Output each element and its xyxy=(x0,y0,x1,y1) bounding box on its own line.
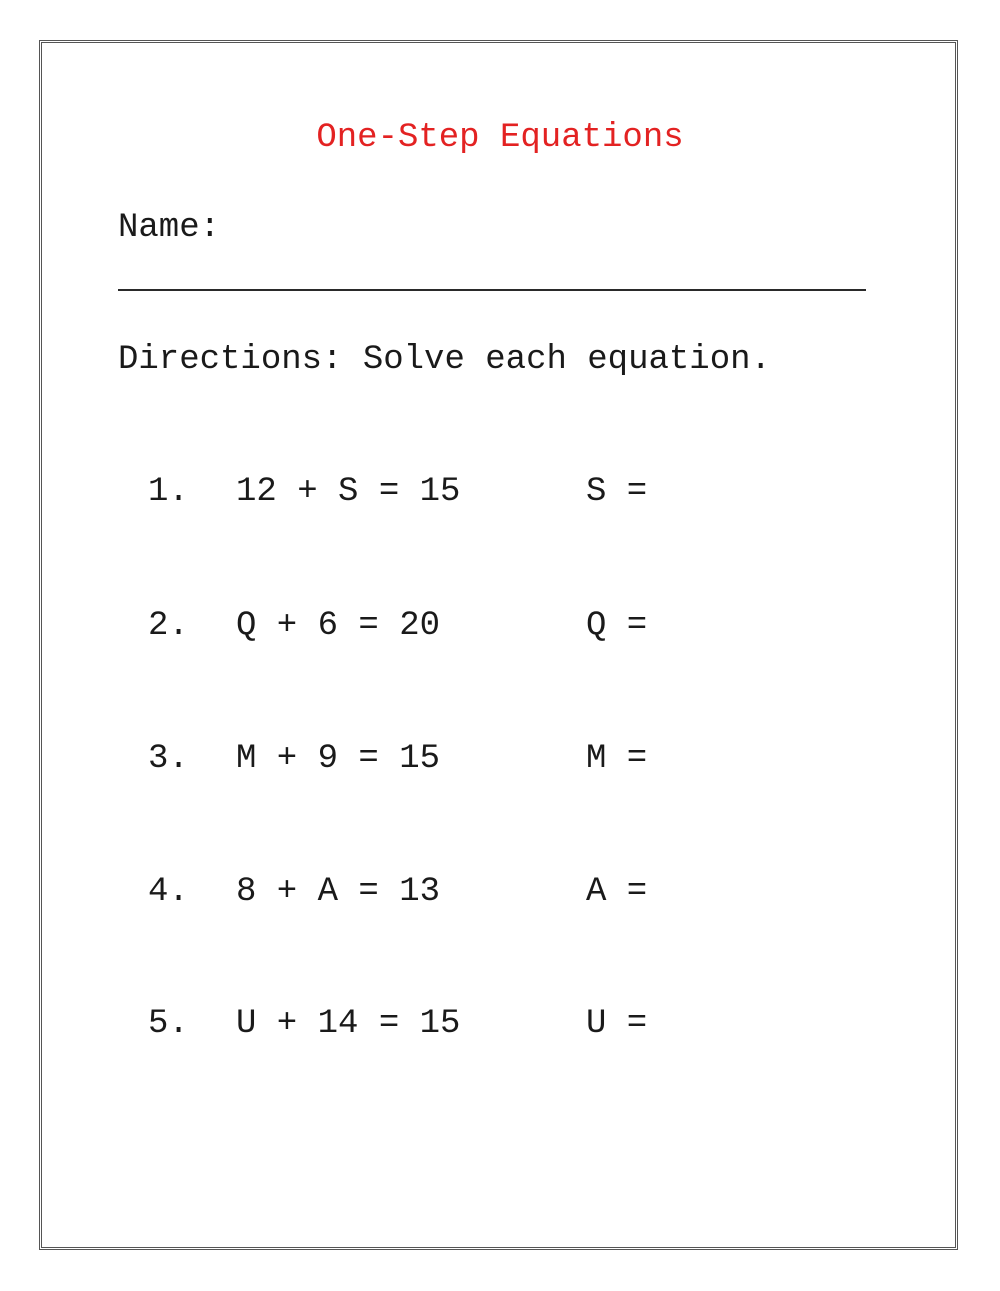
problem-answer-label[interactable]: Q = xyxy=(586,607,648,645)
problem-answer-label[interactable]: A = xyxy=(586,873,648,911)
worksheet-title: One-Step Equations xyxy=(316,119,684,157)
name-label: Name: xyxy=(118,209,221,247)
problem-equation: Q + 6 = 20 xyxy=(236,607,441,645)
problem-answer-label[interactable]: M = xyxy=(586,740,648,778)
problem-answer-label[interactable]: S = xyxy=(586,473,648,511)
problem-equation: M + 9 = 15 xyxy=(236,740,441,778)
problem-3 xyxy=(148,739,748,779)
problem-number: 4. xyxy=(148,873,189,911)
problem-equation: U + 14 = 15 xyxy=(236,1005,461,1043)
problem-4 xyxy=(148,872,748,912)
problem-1 xyxy=(148,472,748,512)
problem-equation: 12 + S = 15 xyxy=(236,473,461,511)
problem-number: 3. xyxy=(148,740,189,778)
problem-2 xyxy=(148,606,748,646)
problem-equation: 8 + A = 13 xyxy=(236,873,441,911)
name-answer-line[interactable] xyxy=(118,289,866,291)
problem-number: 5. xyxy=(148,1005,189,1043)
problem-number: 2. xyxy=(148,607,189,645)
directions-text: Directions: Solve each equation. xyxy=(118,341,771,379)
problem-5 xyxy=(148,1004,748,1044)
problem-answer-label[interactable]: U = xyxy=(586,1005,648,1043)
problem-number: 1. xyxy=(148,473,189,511)
